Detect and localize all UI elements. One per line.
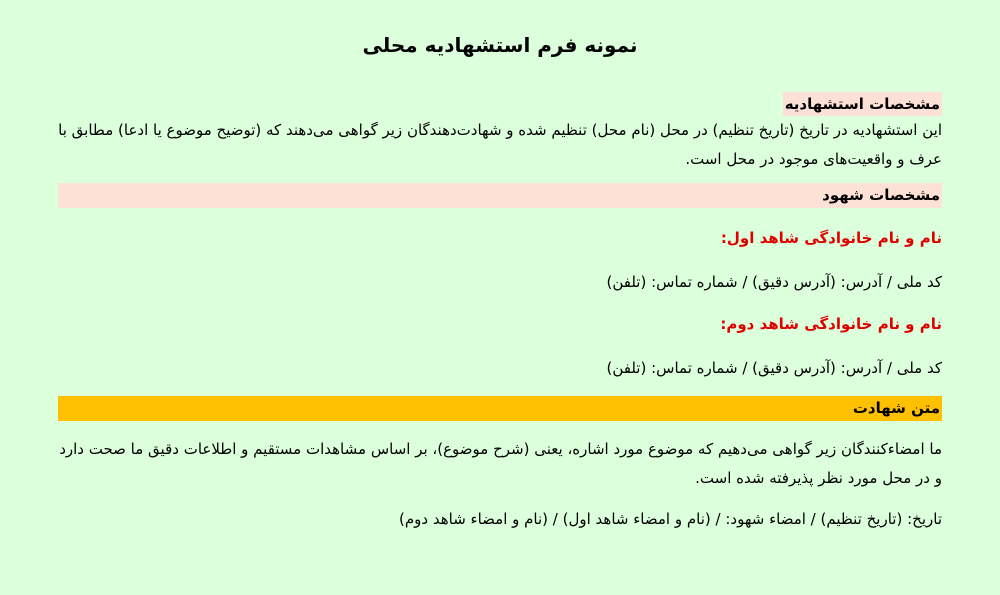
first-witness-name-label: نام و نام خانوادگی شاهد اول: — [720, 229, 942, 247]
testimony-heading: متن شهادت — [58, 396, 942, 421]
details-paragraph: این استشهادیه در تاریخ (تاریخ تنظیم) در محل (نام محل) تنظیم شده و شهادت‌دهندگان زیر گواهی می‌دهند که (توضیح موضوع یا ادعا) مطابق با عرف و واقعیت‌های موجود در محل است. — [58, 121, 942, 168]
first-witness-info: کد ملی / آدرس: (آدرس دقیق) / شماره تماس: (تلفن) — [606, 273, 942, 291]
details-heading: مشخصات استشهادیه — [783, 92, 942, 116]
second-witness-info: کد ملی / آدرس: (آدرس دقیق) / شماره تماس: (تلفن) — [606, 359, 942, 377]
signature-line: تاریخ: (تاریخ تنظیم) / امضاء شهود: / (نام و امضاء شاهد اول) / (نام و امضاء شاهد دوم) — [399, 510, 942, 528]
page-title: نمونه فرم استشهادیه محلی — [362, 33, 638, 57]
details-section — [58, 92, 942, 174]
testimony-paragraph: ما امضاءکنندگان زیر گواهی می‌دهیم که موضوع مورد اشاره، یعنی (شرح موضوع)، بر اساس مشاهدات مستقیم و اطلاعات دقیق ما صحت دارد و در محل مورد نظر پذیرفته شده است. — [59, 440, 942, 487]
document-page — [58, 0, 942, 531]
second-witness-name-label: نام و نام خانوادگی شاهد دوم: — [720, 315, 942, 333]
witnesses-heading: مشخصات شهود — [58, 183, 942, 208]
